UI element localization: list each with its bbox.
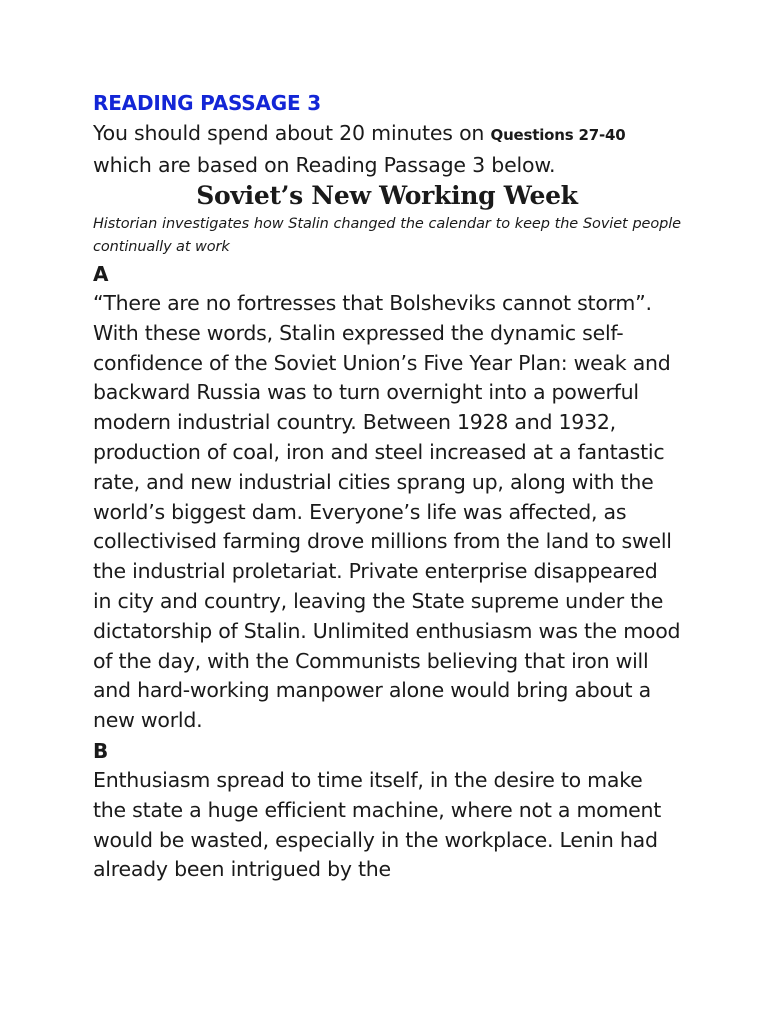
question-range: Questions 27-40 <box>490 126 626 144</box>
reading-passage-page <box>93 88 681 885</box>
paragraph-letter: B <box>93 738 109 763</box>
section-title: READING PASSAGE 3 <box>93 91 321 115</box>
instructions <box>93 118 681 180</box>
passage-title: Soviet’s New Working Week <box>196 181 578 210</box>
paragraph-text: “There are no fortresses that Bolsheviks cannot storm”. With these words, Stalin expressed the dynamic self-confidence of the Soviet Union’s Five Year Plan: weak and backward Russia was to turn overnight into a powerful modern industrial country. Between 1928 and 1932, production of coal, iron and steel increased at a fantastic rate, and new industrial cities sprang up, along with the world’s biggest dam. Everyone’s life was affected, as collectivised farming drove millions from the land to swell the industrial proletariat. Private enterprise disappeared in city and country, leaving the State supreme under the dictatorship of Stalin. Unlimited enthusiasm was the mood of the day, with the Communists believing that iron will and hard-working manpower alone would bring about a new world. <box>93 291 681 733</box>
paragraph-a <box>93 259 681 736</box>
passage-subtitle: Historian investigates how Stalin changed the calendar to keep the Soviet people continually at work <box>93 216 681 255</box>
instruction-before: You should spend about 20 minutes on <box>93 121 491 145</box>
instruction-after: which are based on Reading Passage 3 below. <box>93 153 556 177</box>
paragraph-letter: A <box>93 262 109 286</box>
paragraph-b <box>93 736 681 885</box>
paragraph-text: Enthusiasm spread to time itself, in the desire to make the state a huge efficient machine, where not a moment would be wasted, especially in the workplace. Lenin had already been intrigued by the <box>93 767 662 882</box>
